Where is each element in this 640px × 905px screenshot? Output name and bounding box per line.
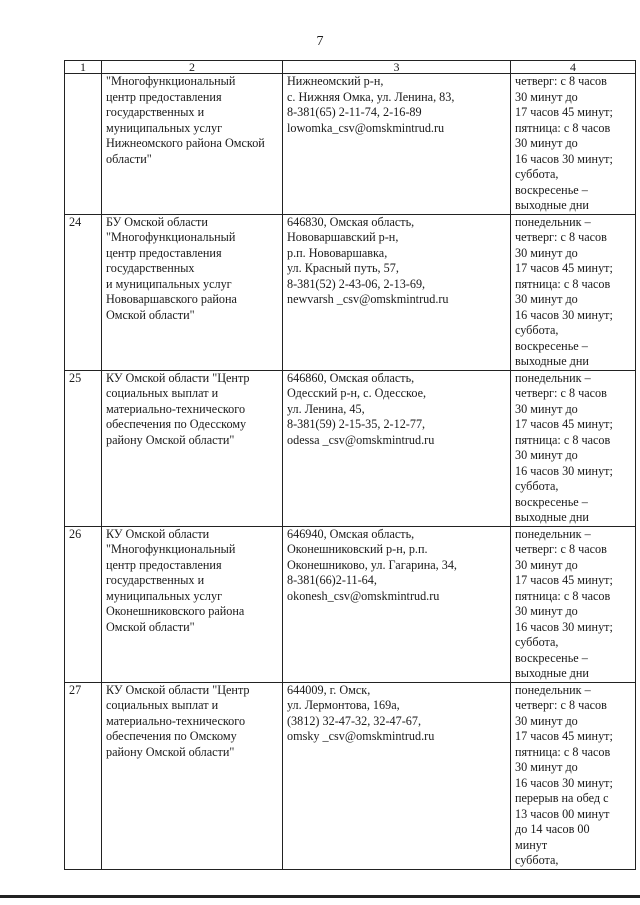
address-line: lowomka_csv@omskmintrud.ru — [287, 120, 445, 135]
header-col-2: 2 — [102, 61, 283, 74]
schedule-line: 17 часов 45 минут; — [515, 417, 613, 431]
schedule-line: суббота, — [515, 479, 559, 493]
organization-name-line: социальных выплат и — [106, 386, 219, 400]
row-number — [65, 74, 102, 215]
table-row — [65, 370, 636, 526]
organization-name-line: социальных выплат и — [106, 698, 219, 712]
table-row — [65, 214, 636, 370]
schedule-line: понедельник – — [515, 682, 591, 697]
schedule-line: 30 минут до — [515, 136, 578, 150]
schedule-line: до 14 часов 00 — [515, 822, 590, 836]
organization-name-line: материально-технического — [106, 401, 246, 416]
address-line: ул. Ленина, 45, — [287, 401, 365, 416]
organization-name-cell — [102, 214, 283, 370]
organization-name-line: КУ Омской области "Центр — [106, 682, 250, 697]
schedule-line: 16 часов 30 минут; — [515, 307, 613, 322]
organization-name-line: государственных и — [106, 573, 205, 587]
row-number: 24 — [65, 214, 102, 370]
header-col-3: 3 — [283, 61, 511, 74]
schedule-line: воскресенье – — [515, 494, 588, 509]
address-contacts-cell — [283, 682, 511, 869]
address-line: 8-381(65) 2-11-74, 2-16-89 — [287, 105, 422, 119]
organization-name-cell — [102, 682, 283, 869]
schedule-line: выходные дни — [515, 354, 589, 368]
organization-name-line: КУ Омской области — [106, 526, 210, 541]
address-contacts-cell — [283, 370, 511, 526]
organization-name-line: Оконешниковского района — [106, 604, 245, 618]
schedule-line: пятница: с 8 часов — [515, 588, 611, 603]
address-contacts-cell — [283, 526, 511, 682]
schedule-line: 30 минут до — [515, 448, 578, 462]
schedule-line: воскресенье – — [515, 650, 588, 665]
schedule-line: 16 часов 30 минут; — [515, 151, 613, 166]
address-line: 646830, Омская область, — [287, 214, 415, 229]
schedule-line: четверг: с 8 часов — [515, 698, 607, 712]
schedule-line: четверг: с 8 часов — [515, 74, 607, 88]
organization-name-line: муниципальных услуг — [106, 588, 223, 603]
address-line: newvarsh _csv@omskmintrud.ru — [287, 292, 449, 306]
schedule-line: 17 часов 45 минут; — [515, 261, 613, 275]
address-line: 644009, г. Омск, — [287, 682, 371, 697]
header-col-4: 4 — [511, 61, 636, 74]
schedule-line: суббота, — [515, 853, 559, 867]
schedule-line: понедельник – — [515, 214, 591, 229]
schedule-line: воскресенье – — [515, 338, 588, 353]
schedule-line: 30 минут до — [515, 557, 578, 572]
address-line: odessa _csv@omskmintrud.ru — [287, 432, 435, 447]
schedule-line: 17 часов 45 минут; — [515, 729, 613, 743]
schedule-cell — [511, 74, 636, 215]
schedule-line: суббота, — [515, 635, 559, 649]
row-number: 27 — [65, 682, 102, 869]
schedule-cell — [511, 214, 636, 370]
schedule-line: 30 минут до — [515, 245, 578, 260]
schedule-line: выходные дни — [515, 198, 589, 212]
schedule-line: перерыв на обед с — [515, 791, 609, 805]
organization-name-line: Омской области" — [106, 619, 195, 634]
organization-name-line: материально-технического — [106, 713, 246, 728]
table-header-row — [65, 61, 636, 74]
address-line: 8-381(66)2-11-64, — [287, 573, 377, 587]
schedule-line: пятница: с 8 часов — [515, 276, 611, 291]
page-bottom-edge — [0, 895, 640, 898]
address-line: ул. Лермонтова, 169а, — [287, 698, 400, 712]
header-col-1: 1 — [65, 61, 102, 74]
schedule-line: пятница: с 8 часов — [515, 432, 611, 447]
schedule-line: 30 минут до — [515, 401, 578, 416]
address-line: ул. Красный путь, 57, — [287, 261, 399, 275]
schedule-line: четверг: с 8 часов — [515, 386, 607, 400]
organization-name-line: государственных и — [106, 105, 205, 119]
organization-name-line: КУ Омской области "Центр — [106, 370, 250, 385]
organization-name-line: муниципальных услуг — [106, 120, 223, 135]
schedule-line: 30 минут до — [515, 89, 578, 104]
address-line: (3812) 32-47-32, 32-47-67, — [287, 713, 422, 728]
address-line: Одесский р-н, с. Одесское, — [287, 386, 427, 400]
address-line: с. Нижняя Омка, ул. Ленина, 83, — [287, 89, 455, 104]
organization-name-line: "Многофункциональный — [106, 74, 236, 88]
organization-name-line: району Омской области" — [106, 744, 235, 759]
schedule-line: 16 часов 30 минут; — [515, 619, 613, 634]
organization-name-line: области" — [106, 151, 152, 166]
organization-name-line: центр предоставления — [106, 245, 222, 260]
address-line: 646860, Омская область, — [287, 370, 415, 385]
organization-name-line: Нововаршавского района — [106, 292, 237, 306]
schedule-line: суббота, — [515, 323, 559, 337]
row-number: 25 — [65, 370, 102, 526]
address-line: okonesh_csv@omskmintrud.ru — [287, 588, 440, 603]
organization-name-line: государственных — [106, 261, 195, 275]
address-contacts-cell — [283, 74, 511, 215]
schedule-line: понедельник – — [515, 370, 591, 385]
address-contacts-cell — [283, 214, 511, 370]
schedule-line: пятница: с 8 часов — [515, 744, 611, 759]
address-line: 8-381(59) 2-15-35, 2-12-77, — [287, 417, 426, 431]
organization-name-cell — [102, 526, 283, 682]
schedule-cell — [511, 370, 636, 526]
schedule-line: 13 часов 00 минут — [515, 806, 610, 821]
schedule-line: 16 часов 30 минут; — [515, 463, 613, 478]
address-line: Нижнеомский р-н, — [287, 74, 384, 88]
schedule-line: 17 часов 45 минут; — [515, 573, 613, 587]
organization-name-line: "Многофункциональный — [106, 542, 236, 556]
organization-name-line: "Многофункциональный — [106, 230, 236, 244]
schedule-cell — [511, 526, 636, 682]
table-row — [65, 526, 636, 682]
address-line: р.п. Нововаршавка, — [287, 245, 388, 260]
schedule-line: четверг: с 8 часов — [515, 542, 607, 556]
schedule-line: воскресенье – — [515, 182, 588, 197]
organization-name-line: Нижнеомского района Омской — [106, 136, 265, 150]
schedule-line: четверг: с 8 часов — [515, 230, 607, 244]
address-line: Оконешниковский р-н, р.п. — [287, 542, 428, 556]
schedule-line: 30 минут до — [515, 604, 578, 618]
table-row — [65, 74, 636, 215]
schedule-line: выходные дни — [515, 510, 589, 524]
organization-name-line: центр предоставления — [106, 557, 222, 572]
schedule-line: 17 часов 45 минут; — [515, 105, 613, 119]
organizations-table — [64, 60, 636, 870]
schedule-line: 16 часов 30 минут; — [515, 775, 613, 790]
organization-name-line: обеспечения по Одесскому — [106, 417, 247, 431]
organization-name-line: Омской области" — [106, 307, 195, 322]
schedule-line: пятница: с 8 часов — [515, 120, 611, 135]
organization-name-line: и муниципальных услуг — [106, 276, 232, 291]
page-number: 7 — [316, 34, 324, 49]
schedule-line: суббота, — [515, 167, 559, 181]
schedule-cell — [511, 682, 636, 869]
organization-name-line: БУ Омской области — [106, 214, 208, 229]
organization-name-line: центр предоставления — [106, 89, 222, 104]
schedule-line: понедельник – — [515, 526, 591, 541]
table-row — [65, 682, 636, 869]
organization-name-cell — [102, 74, 283, 215]
organization-name-line: району Омской области" — [106, 432, 235, 447]
schedule-line: 30 минут до — [515, 713, 578, 728]
address-line: Нововаршавский р-н, — [287, 230, 399, 244]
row-number: 26 — [65, 526, 102, 682]
schedule-line: выходные дни — [515, 666, 589, 680]
schedule-line: 30 минут до — [515, 760, 578, 774]
organization-name-line: обеспечения по Омскому — [106, 729, 237, 743]
schedule-line: 30 минут до — [515, 292, 578, 306]
organization-name-cell — [102, 370, 283, 526]
address-line: 646940, Омская область, — [287, 526, 415, 541]
schedule-line: минут — [515, 837, 548, 852]
address-line: 8-381(52) 2-43-06, 2-13-69, — [287, 276, 426, 291]
address-line: omsky _csv@omskmintrud.ru — [287, 729, 435, 743]
address-line: Оконешниково, ул. Гагарина, 34, — [287, 557, 457, 572]
